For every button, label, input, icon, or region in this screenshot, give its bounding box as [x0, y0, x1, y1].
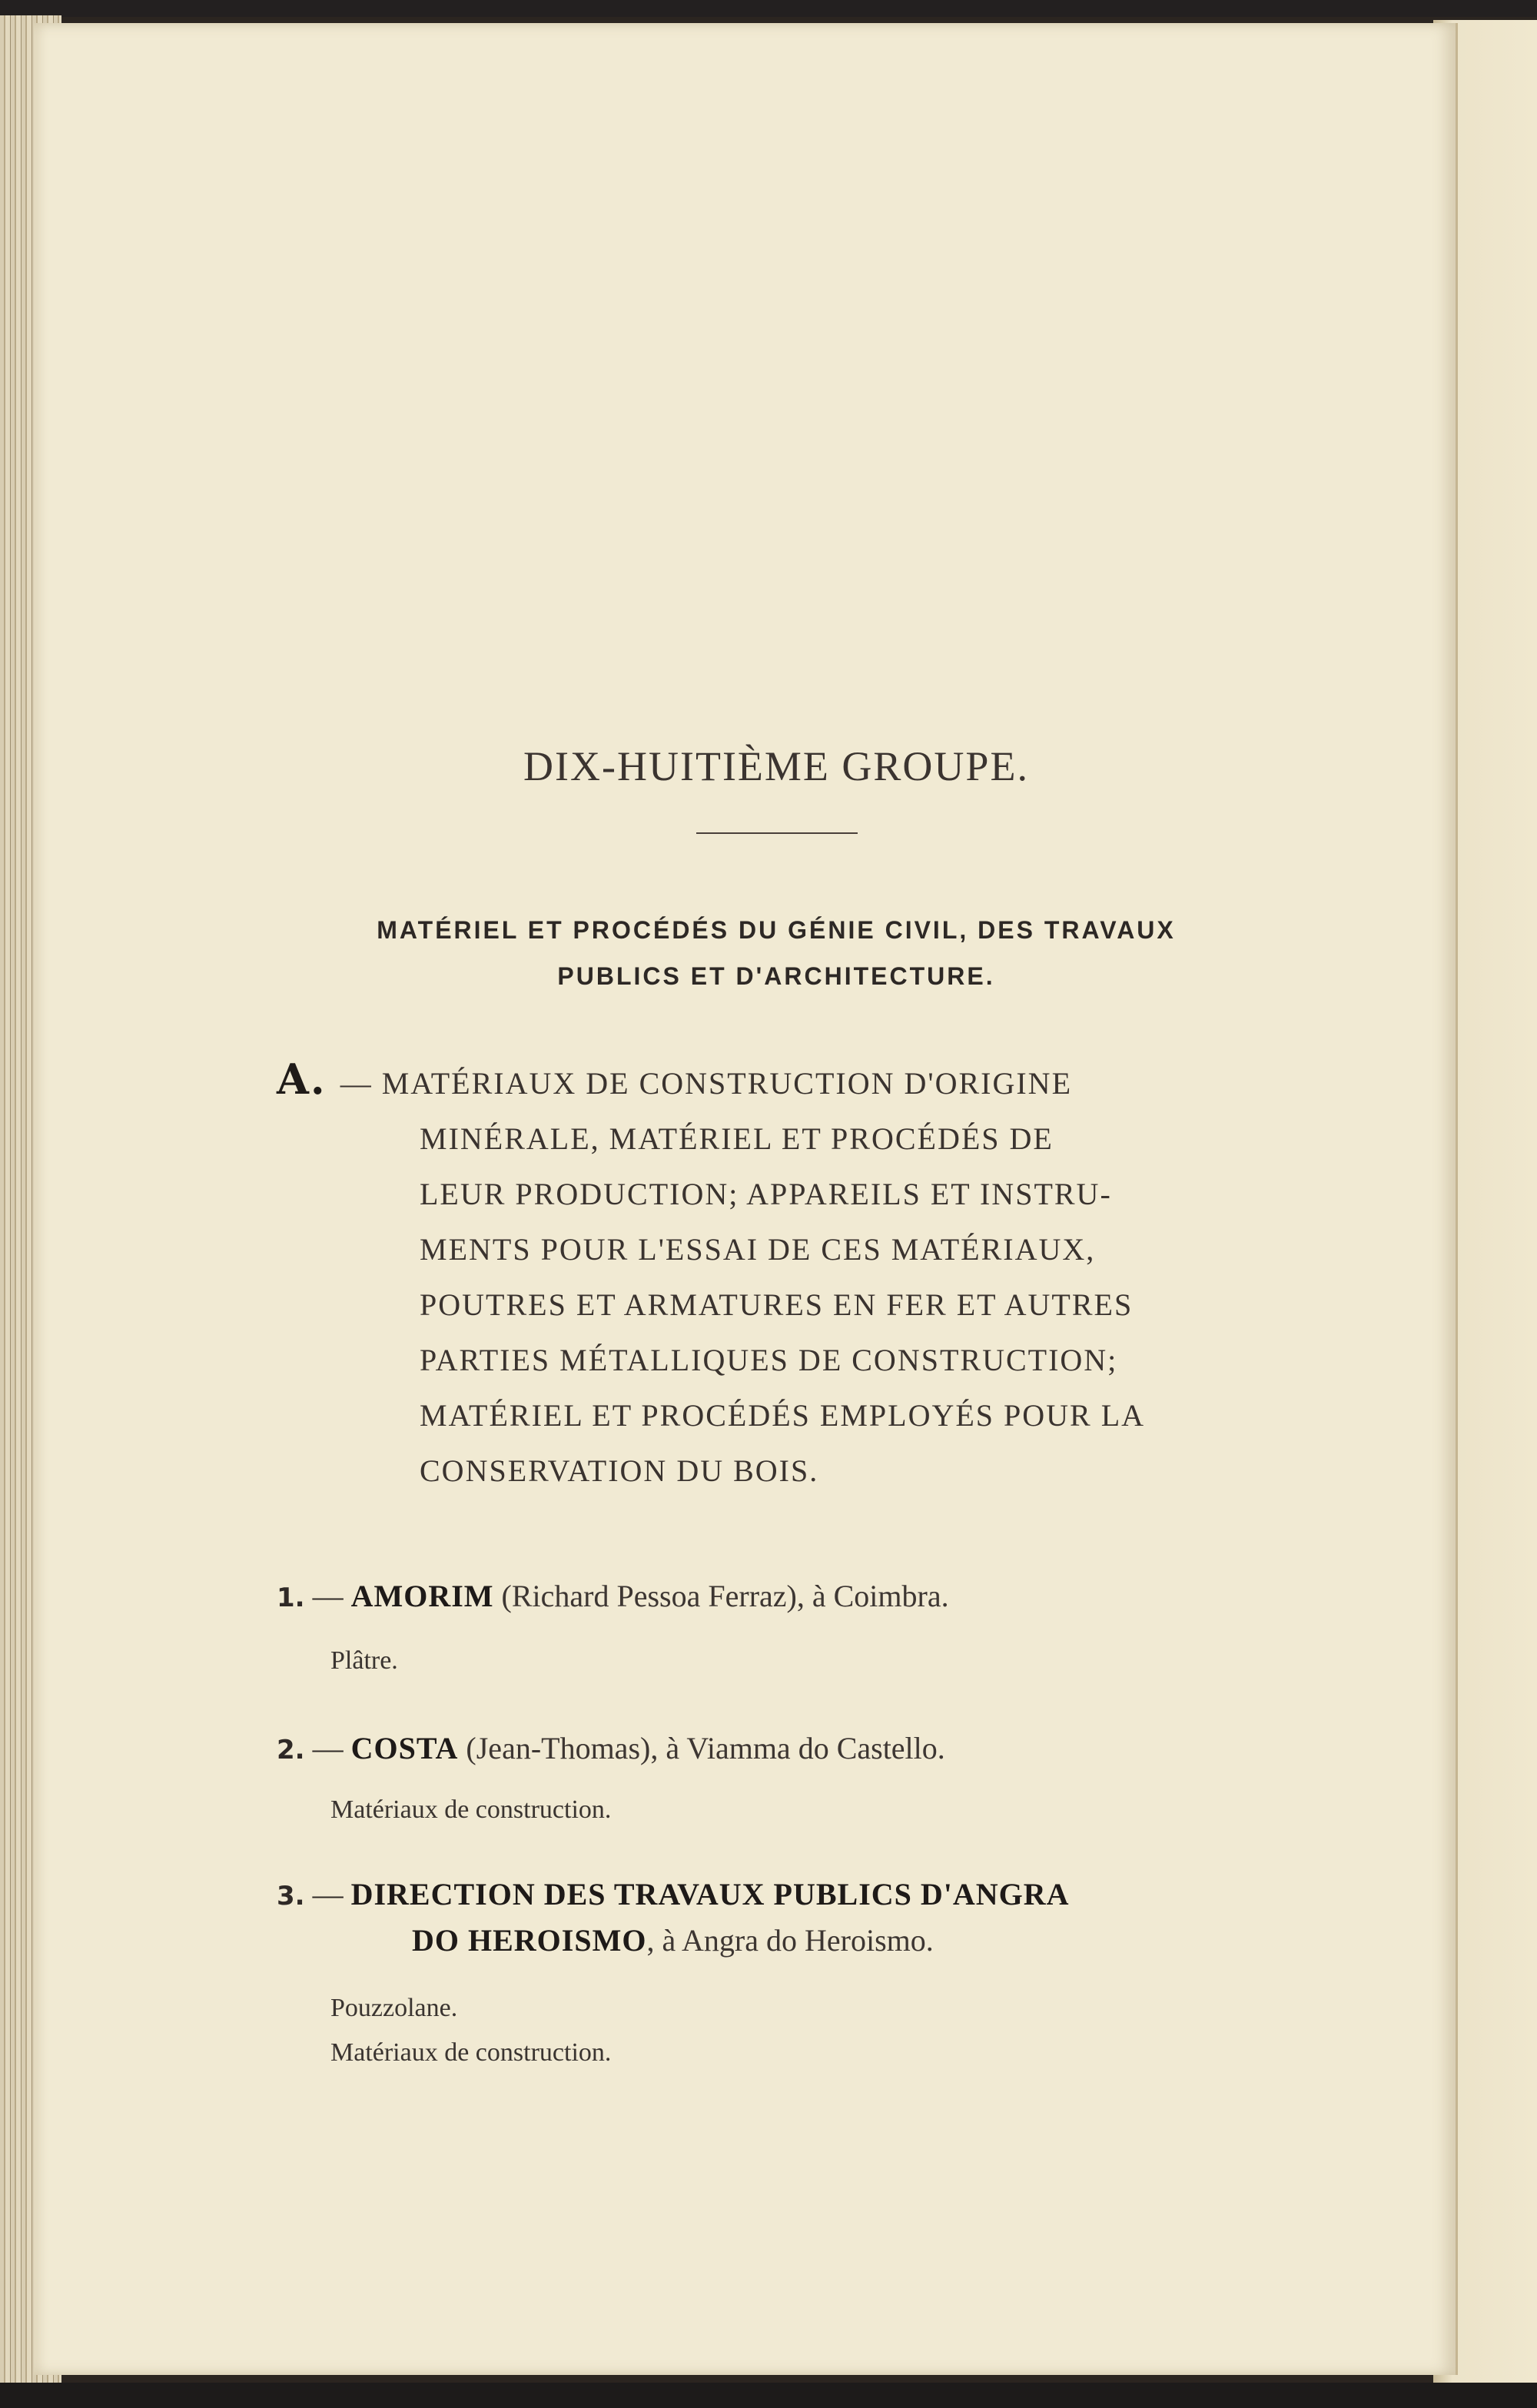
exhibit-item: Pouzzolane. — [330, 1994, 458, 2022]
section-body — [420, 1111, 1299, 1499]
exhibit-item: Matériaux de construction. — [330, 1795, 612, 1824]
entry-number: 3. — [277, 1881, 305, 1911]
title-divider — [696, 832, 858, 834]
exhibitor-location: (Jean-Thomas), à Viamma do Castello. — [466, 1731, 945, 1765]
exhibitor-entry — [277, 1875, 1306, 2075]
section-line-6: PARTIES MÉTALLIQUES DE CONSTRUCTION; — [420, 1343, 1118, 1377]
exhibitor-entry — [277, 1729, 1306, 1832]
exhibitor-entry — [277, 1577, 1306, 1683]
scan-border-top — [0, 0, 1537, 17]
entry-heading — [277, 1875, 1306, 1915]
section-letter: A. — [277, 1055, 327, 1104]
section-line-7: MATÉRIEL ET PROCÉDÉS EMPLOYÉS POUR LA — [420, 1398, 1146, 1433]
entry-dash: — — [312, 1579, 344, 1613]
section-line-2: MINÉRALE, MATÉRIEL ET PROCÉDÉS DE — [420, 1121, 1054, 1156]
section-heading — [277, 1051, 1299, 1111]
entry-number: 2. — [277, 1735, 305, 1765]
entry-number: 1. — [277, 1583, 305, 1613]
section-line-1: MATÉRIAUX DE CONSTRUCTION D'ORIGINE — [381, 1066, 1072, 1101]
section-line-3: LEUR PRODUCTION; APPAREILS ET INSTRU- — [420, 1177, 1112, 1211]
section-dash: — — [340, 1066, 373, 1101]
entry-heading-continued — [412, 1921, 1306, 1960]
entry-dash: — — [312, 1731, 344, 1765]
section-line-4: MENTS POUR L'ESSAI DE CES MATÉRIAUX, — [420, 1232, 1096, 1267]
section-line-8: CONSERVATION DU BOIS. — [420, 1453, 819, 1488]
exhibit-item: Matériaux de construction. — [330, 2038, 612, 2067]
exhibitor-name-continued: DO HEROISMO — [412, 1923, 647, 1958]
entry-heading — [277, 1729, 1306, 1769]
entry-dash: — — [312, 1877, 344, 1911]
entry-heading — [277, 1577, 1306, 1617]
exhibitor-name: DIRECTION DES TRAVAUX PUBLICS D'ANGRA — [350, 1877, 1070, 1911]
group-title: DIX-HUITIÈME GROUPE. — [523, 743, 1029, 790]
exhibitor-location: , à Angra do Heroismo. — [646, 1923, 934, 1958]
section-a — [277, 1051, 1299, 1499]
exhibitor-name: COSTA — [350, 1731, 459, 1765]
subtitle-line-2: PUBLICS ET D'ARCHITECTURE. — [557, 962, 995, 990]
scan-border-bottom — [0, 2383, 1537, 2408]
group-subtitle — [277, 907, 1276, 999]
exhibitor-location: (Richard Pessoa Ferraz), à Coimbra. — [501, 1579, 949, 1613]
exhibit-item: Plâtre. — [330, 1646, 398, 1675]
subtitle-line-1: MATÉRIEL ET PROCÉDÉS DU GÉNIE CIVIL, DES TRAVAUX — [377, 916, 1176, 944]
section-line-5: POUTRES ET ARMATURES EN FER ET AUTRES — [420, 1287, 1134, 1322]
exhibitor-name: AMORIM — [350, 1579, 494, 1613]
